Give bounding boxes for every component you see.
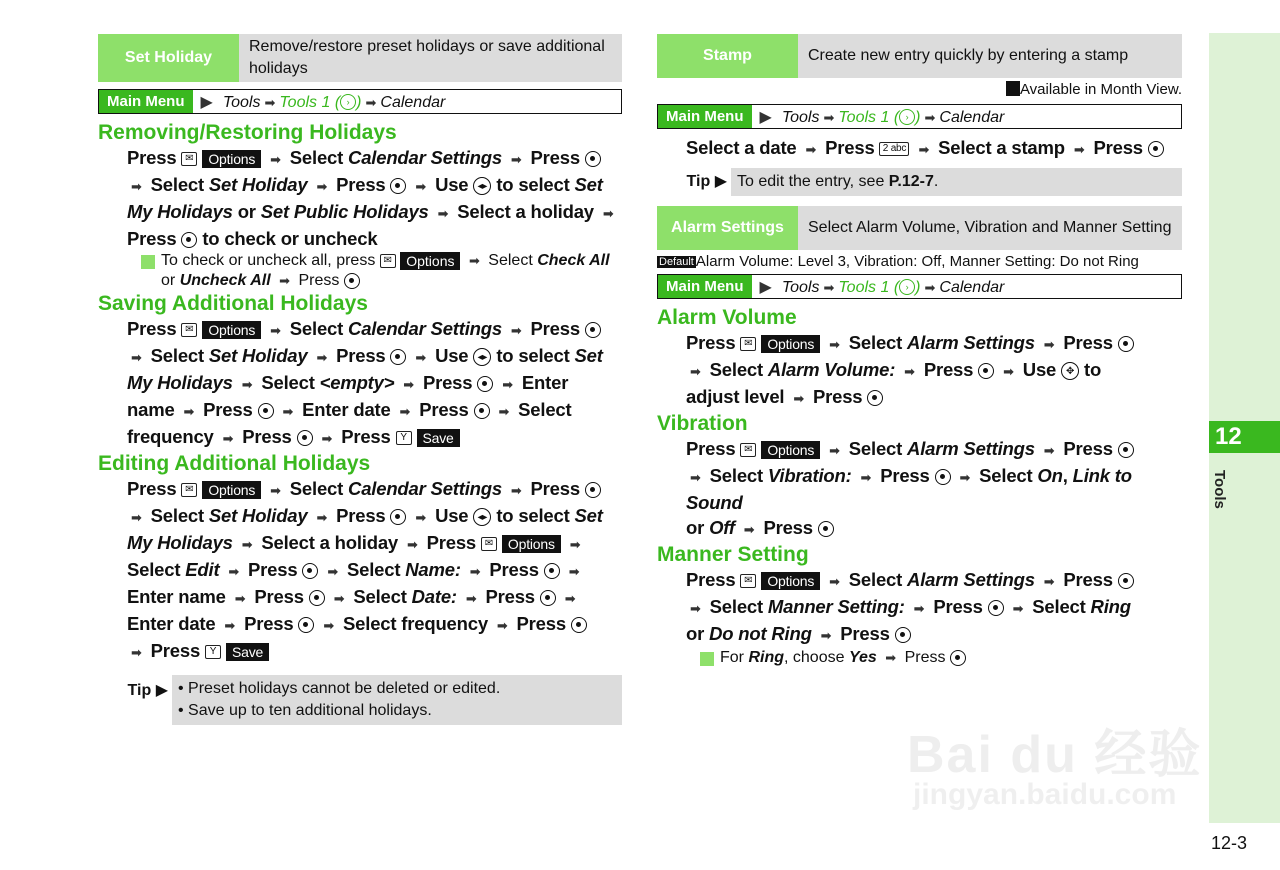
tip-box <box>98 675 622 725</box>
center-key-icon <box>390 178 406 194</box>
key-2-icon: 2 abc <box>879 142 909 156</box>
default-settings: Default Alarm Volume: Level 3, Vibration: Off, Manner Setting: Do not Ring <box>659 253 1139 270</box>
baidu-watermark <box>905 680 1205 820</box>
instruction-step: Select a date ➡ Press 2 abc ➡ Select a stamp ➡ Press <box>686 135 1182 162</box>
instruction-step: Press ✉ Options ➡ Select Alarm Settings ➡ Press ➡ Select Manner Setting: ➡ Press ➡ Select Ring or Do not Ring ➡ Press <box>686 567 1182 648</box>
stamp-header <box>657 34 1182 78</box>
center-key-icon <box>585 151 601 167</box>
menu-path: ▶ Tools ➡ Tools 1 ( › ) ➡ Calendar <box>759 108 1005 126</box>
left-column <box>98 34 622 725</box>
nav-key-icon: ◂▸ <box>473 177 491 195</box>
note: For Ring, choose Yes ➡ Press <box>700 648 1182 668</box>
note-bullet-icon <box>700 652 714 666</box>
main-menu-path <box>657 274 1182 299</box>
page-number: 12-3 <box>1211 833 1248 853</box>
tip-box <box>657 168 1182 196</box>
tip-line: • Preset holidays cannot be deleted or edited. <box>178 680 501 697</box>
instruction-step: Press ✉ Options ➡ Select Calendar Settings ➡ Press ➡ Select Set Holiday ➡ Press ➡ Use ◂▸ to select Set My Holidays ➡ Select <empty> ➡ Press ➡ Enter name ➡ Press ➡ Enter date ➡ Press ➡ Select frequency ➡ Press ➡ Press Y Save <box>127 318 603 447</box>
alarm-settings-header <box>657 206 1182 250</box>
feature-description: Select Alarm Volume, Vibration and Manner Setting <box>798 206 1182 250</box>
tip-label: Tip ▶ <box>127 682 168 699</box>
chapter-label: Tools <box>1211 470 1228 509</box>
main-menu-label: Main Menu <box>658 275 752 298</box>
right-column <box>657 34 1182 668</box>
options-softkey: Options <box>202 150 261 168</box>
main-menu-label: Main Menu <box>658 105 752 128</box>
arrow-icon: ➡ <box>264 94 276 110</box>
menu-path: ▶ Tools ➡ Tools 1 ( › ) ➡ Calendar <box>200 93 446 111</box>
center-key-icon <box>181 232 197 248</box>
section-heading: Editing Additional Holidays <box>98 452 371 475</box>
chapter-number: 12 <box>1209 421 1280 453</box>
section-heading: Alarm Volume <box>657 306 797 329</box>
instruction-step: Press ✉ Options ➡ Select Calendar Settings ➡ Press ➡ Select Set Holiday ➡ Press ➡ Use ◂▸ to select Set My Holidays or Set Public Holidays ➡ Select a holiday ➡ Press to check or uncheck <box>127 147 614 249</box>
section-heading: Removing/Restoring Holidays <box>98 121 397 144</box>
tip-line: • Save up to ten additional holidays. <box>178 702 432 719</box>
feature-description: Create new entry quickly by entering a stamp <box>798 34 1182 78</box>
main-menu-path <box>98 89 622 114</box>
mail-key-icon: ✉ <box>181 152 197 166</box>
note-bullet-icon <box>141 255 155 269</box>
instruction-step: Press ✉ Options ➡ Select Calendar Settings ➡ Press ➡ Select Set Holiday ➡ Press ➡ Use ◂▸ to select Set My Holidays ➡ Select a holiday ➡ Press ✉ Options ➡ Select Edit ➡ Press ➡ Select Name: ➡ Press ➡ Enter name ➡ Press ➡ Select Date: ➡ Press ➡ Enter date ➡ Press ➡ Select frequency ➡ Press ➡ Press Y Save <box>127 478 603 661</box>
square-icon <box>1006 81 1020 96</box>
feature-name: Set Holiday <box>98 34 239 82</box>
tip-content: To edit the entry, see P.12-7. <box>731 168 1182 196</box>
feature-description: Remove/restore preset holidays or save additional holidays <box>239 34 622 82</box>
y-key-icon: Y <box>396 431 412 445</box>
default-badge: Default <box>659 256 694 268</box>
feature-name: Alarm Settings <box>657 206 798 250</box>
save-softkey: Save <box>417 429 460 447</box>
section-heading: Manner Setting <box>657 543 809 566</box>
tip-label: Tip ▶ <box>686 173 727 190</box>
four-way-nav-icon: ✥ <box>1061 362 1079 380</box>
main-menu-label: Main Menu <box>99 90 193 113</box>
set-holiday-header <box>98 34 622 82</box>
instruction-step: Press ✉ Options ➡ Select Alarm Settings ➡ Press ➡ Select Vibration: ➡ Press ➡ Select On, Link to Sound or Off ➡ Press <box>686 438 1132 538</box>
watermark-text: Bai du 经验 <box>907 726 1203 784</box>
availability-note: Available in Month View. <box>657 81 1182 98</box>
section-heading: Vibration <box>657 412 748 435</box>
feature-name: Stamp <box>657 34 798 78</box>
nav-key-icon: › <box>340 94 356 110</box>
watermark-url: jingyan.baidu.com <box>913 778 1177 811</box>
arrow-icon: ➡ <box>365 94 377 110</box>
instruction-step: Press ✉ Options ➡ Select Alarm Settings ➡ Press ➡ Select Alarm Volume: ➡ Press ➡ Use ✥ to adjust level ➡ Press <box>686 330 1182 411</box>
section-heading: Saving Additional Holidays <box>98 292 368 315</box>
menu-path: ▶ Tools ➡ Tools 1 ( › ) ➡ Calendar <box>759 278 1005 296</box>
main-menu-path <box>657 104 1182 129</box>
triangle-icon: ▶ <box>200 93 213 111</box>
tip-content <box>172 675 622 725</box>
note: To check or uncheck all, press ✉ Options ➡ Select Check All or Uncheck All ➡ Press <box>141 251 622 291</box>
